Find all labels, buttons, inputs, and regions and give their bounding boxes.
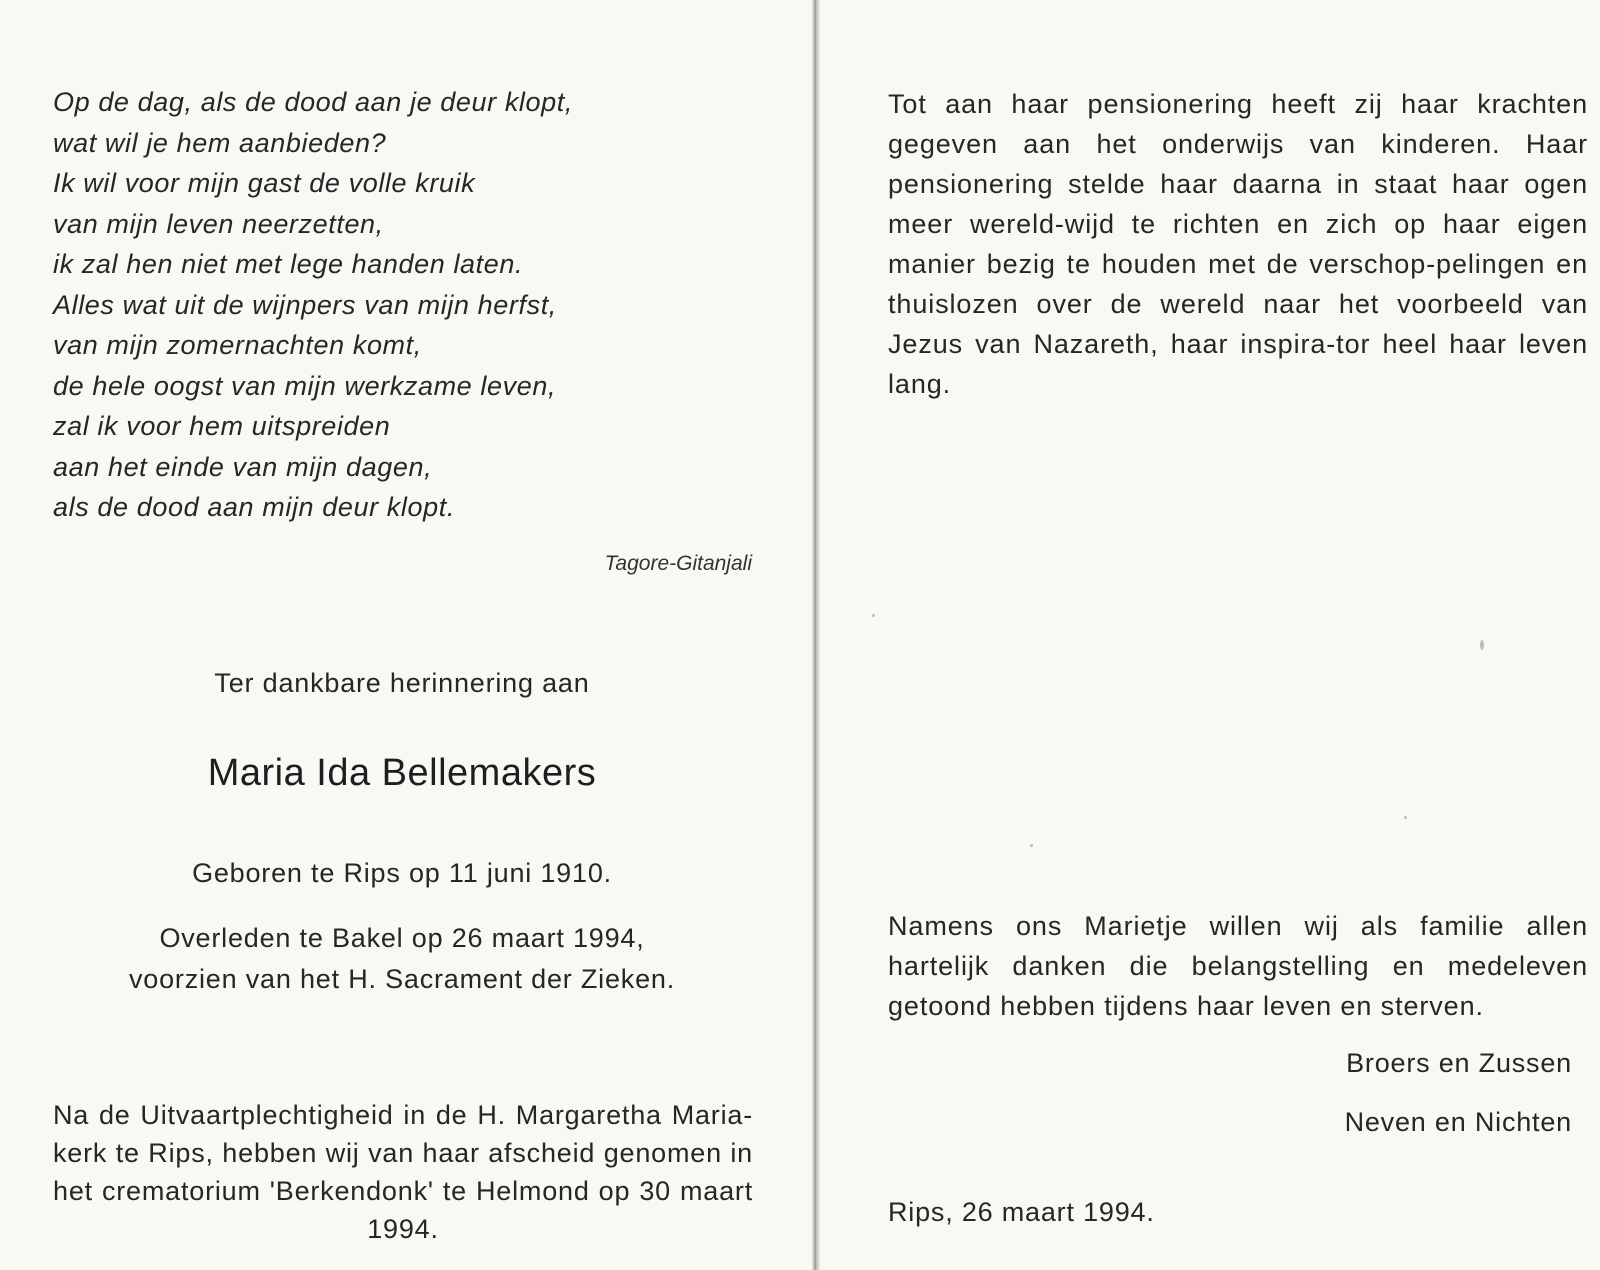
birth-line: Geboren te Rips op 11 juni 1910. <box>192 858 612 888</box>
sacrament-line: voorzien van het H. Sacrament der Zieken. <box>128 964 676 994</box>
signature-siblings: Broers en Zussen <box>1346 1048 1572 1078</box>
poem-line: aan het einde van mijn dagen, <box>53 451 433 482</box>
poem-line: wat wil je hem aanbieden? <box>53 127 387 158</box>
poem-line: Alles wat uit de wijnpers van mijn herfst, <box>53 289 557 320</box>
thanks-paragraph: Namens ons Marietje willen wij als familie allen hartelijk danken die belangstelling en medeleven getoond hebben tijdens haar leven en sterven. <box>888 911 1588 1021</box>
death-block <box>52 918 752 1000</box>
paper-speck <box>872 614 875 617</box>
paper-speck <box>1480 640 1484 650</box>
poem-line: van mijn leven neerzetten, <box>53 208 384 239</box>
poem-line: Op de dag, als de dood aan je deur klopt, <box>53 87 573 117</box>
memorial-heading: Ter dankbare herinnering aan <box>214 668 590 698</box>
right-page <box>820 0 1600 1270</box>
poem-line: van mijn zomernachten komt, <box>53 330 422 360</box>
poem-line: ik zal hen niet met lege handen laten. <box>53 249 524 279</box>
poem-line: de hele oogst van mijn werkzame leven, <box>53 370 557 401</box>
poem-line: zal ik voor hem uitspreiden <box>53 411 391 441</box>
paper-speck <box>1030 844 1033 847</box>
funeral-paragraph: Na de Uitvaartplechtigheid in de H. Margaretha Maria-kerk te Rips, hebben wij van haar afscheid genomen in het crematorium 'Berkendonk' te Helmond op 30 maart 1994. <box>53 1100 753 1244</box>
poem-line: Ik wil voor mijn gast de volle kruik <box>53 168 476 198</box>
poem-line: als de dood aan mijn deur klopt. <box>53 492 455 522</box>
paper-speck <box>1404 816 1407 819</box>
biography-paragraph: Tot aan haar pensionering heeft zij haar krachten gegeven aan het onderwijs van kinderen. Haar pensionering stelde haar daarna in staat haar ogen meer wereld-wijd te richten en zich op haar eigen manier bezig te houden met de verschop-pelingen en thuislozen over de wereld naar het voorbeeld van Jezus van Nazareth, haar inspira-tor heel haar leven lang. <box>888 89 1588 399</box>
poem-attribution: Tagore-Gitanjali <box>604 552 752 575</box>
deceased-name: Maria Ida Bellemakers <box>207 752 597 794</box>
death-line: Overleden te Bakel op 26 maart 1994, <box>159 923 645 953</box>
place-date: Rips, 26 maart 1994. <box>888 1197 1155 1227</box>
signature-cousins: Neven en Nichten <box>1344 1107 1572 1137</box>
poem <box>53 82 573 528</box>
card-fold <box>812 0 820 1270</box>
